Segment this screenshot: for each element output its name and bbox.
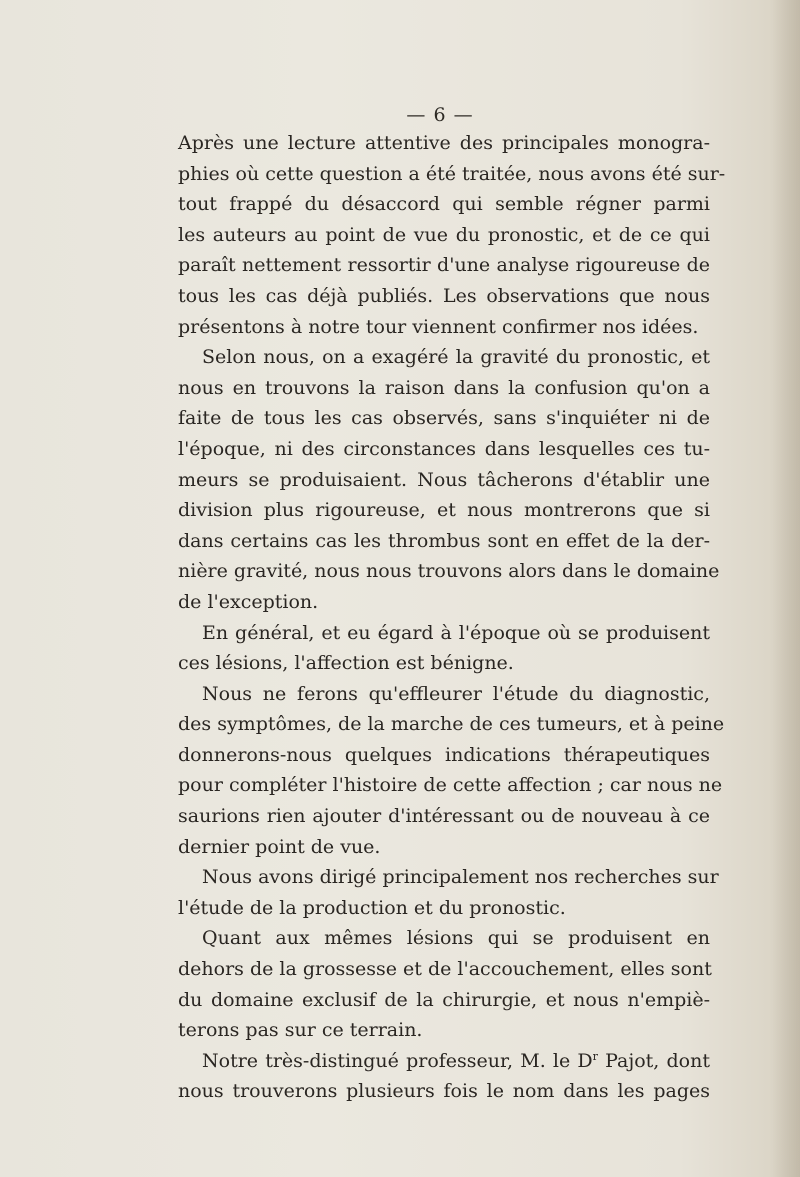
text-line: Quant aux mêmes lésions qui se produisent en	[202, 927, 710, 950]
text-line: Nous ne ferons qu'effleurer l'étude du diagnostic,	[202, 682, 710, 705]
text-line: dehors de la grossesse et de l'accouchement, elles sont	[178, 958, 712, 981]
text-line: l'époque, ni des circonstances dans lesquelles ces tu-	[178, 437, 710, 460]
body-text	[178, 128, 726, 1107]
text-line: nous en trouvons la raison dans la confusion qu'on a	[178, 376, 710, 399]
text-line: du domaine exclusif de la chirurgie, et nous n'empiè-	[178, 988, 710, 1011]
text-segment: Notre très-distingué professeur, M. le D	[202, 1049, 593, 1072]
text-segment: Pajot, dont	[597, 1049, 710, 1072]
text-line: nous trouverons plusieurs fois le nom dans les pages	[178, 1080, 710, 1103]
text-line: meurs se produisaient. Nous tâcherons d'établir une	[178, 468, 710, 491]
text-line: terons pas sur ce terrain.	[178, 1019, 423, 1042]
text-line: faite de tous les cas observés, sans s'inquiéter ni de	[178, 407, 710, 430]
text-line: division plus rigoureuse, et nous montrerons que si	[178, 499, 710, 522]
superscript: r	[592, 1049, 598, 1063]
text-line: paraît nettement ressortir d'une analyse rigoureuse de	[178, 254, 710, 277]
text-line: des symptômes, de la marche de ces tumeurs, et à peine	[178, 713, 725, 736]
text-line: ces lésions, l'affection est bénigne.	[178, 652, 514, 675]
text-line: En général, et eu égard à l'époque où se produisent	[202, 621, 710, 644]
text-line: l'étude de la production et du pronostic.	[178, 896, 566, 919]
text-line: nière gravité, nous nous trouvons alors dans le domaine	[178, 560, 720, 583]
text-line: Après une lecture attentive des principales monogra-	[178, 132, 710, 154]
text-line: phies où cette question a été traitée, nous avons été sur-	[178, 162, 726, 185]
text-line: les auteurs au point de vue du pronostic, et de ce qui	[178, 223, 710, 246]
text-line: Selon nous, on a exagéré la gravité du pronostic, et	[202, 346, 710, 369]
page-number: — 6 —	[406, 104, 474, 126]
text-line: Nous avons dirigé principalement nos recherches sur	[202, 866, 719, 889]
text-line: donnerons-nous quelques indications thérapeutiques	[178, 743, 710, 766]
text-line: saurions rien ajouter d'intéressant ou de nouveau à ce	[178, 805, 710, 828]
page-edge-shadow	[772, 0, 800, 1177]
text-line: de l'exception.	[178, 590, 319, 613]
text-line: tout frappé du désaccord qui semble régner parmi	[178, 193, 710, 216]
text-line: tous les cas déjà publiés. Les observations que nous	[178, 284, 710, 307]
text-line: dans certains cas les thrombus sont en effet de la der-	[178, 529, 710, 552]
text-line: présentons à notre tour viennent confirmer nos idées.	[178, 315, 699, 338]
text-line: pour compléter l'histoire de cette affection ; car nous ne	[178, 774, 723, 797]
text-line	[178, 1046, 710, 1077]
text-line: dernier point de vue.	[178, 835, 381, 858]
